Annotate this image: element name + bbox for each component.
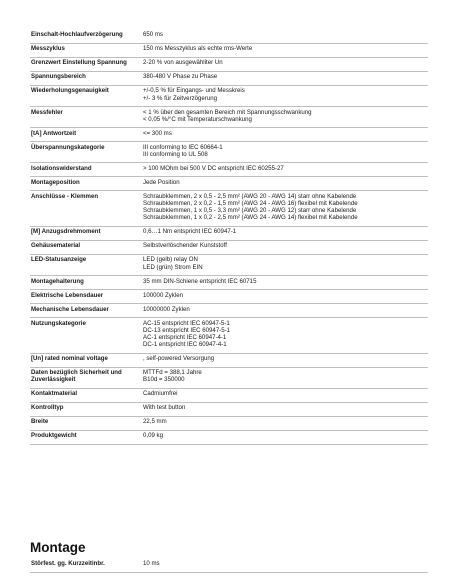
spec-key: Anschlüsse - Klemmen (31, 192, 99, 200)
spec-value: 35 mm DIN-Schiene entspricht IEC 60715 (143, 277, 257, 285)
spec-row (30, 227, 428, 241)
spec-value: < 1 % über den gesamten Bereich mit Spannungsschwankung < 0,05 %/°C mit Temperaturschwankung (143, 108, 312, 123)
spec-row (30, 163, 428, 177)
spec-row (30, 368, 428, 389)
spec-value: Schraubklemmen, 2 x 0,5 - 2,5 mm² (AWG 20 - AWG 14) starr ohne Kabelende Schraubklemmen, 2 x 0,2 - 1,5 mm² (AWG 24 - AWG 16) flexibel mit Kabelende Schraubklemmen, 1 x 0,5 - 3,3 mm² (AWG 20 - AWG 12) starr ohne Kabelende Schraubklemmen, 1 x 0,2 - 2,5 mm² (AWG 24 - AWG 14) flexibel mit Kabelende (143, 192, 358, 222)
spec-row (30, 142, 428, 163)
spec-value: 0,6…1 Nm entspricht IEC 60947-1 (143, 228, 237, 236)
spec-value: III conforming to IEC 60664-1 III conforming to UL 508 (143, 143, 223, 158)
spec-key: Spannungsbereich (31, 73, 86, 81)
spec-row (30, 276, 428, 290)
spec-value: LED (gelb) relay ON LED (grün) Strom EIN (143, 256, 203, 271)
spec-value: , self-powered Versorgung (143, 355, 215, 363)
spec-key: Montageposition (31, 178, 80, 186)
spec-row (30, 318, 428, 354)
spec-key: LED-Statusanzeige (31, 256, 87, 264)
spec-key: Grenzwert Einstellung Spannung (31, 59, 127, 67)
spec-value: MTTFd = 388,1 Jahre B10d = 350000 (143, 369, 202, 384)
spec-value: Jede Position (143, 178, 180, 186)
spec-key: Mechanische Lebensdauer (31, 305, 109, 313)
section-title: Montage (30, 540, 86, 555)
spec-row (30, 290, 428, 304)
spec-row (30, 30, 428, 44)
spec-key: Nutzungskategorie (31, 319, 86, 327)
spec-value: 10000000 Zyklen (143, 305, 190, 313)
spec-row (30, 559, 428, 573)
spec-key: Störfest. gg. Kurzzeitinbr. (31, 560, 105, 568)
spec-row (30, 431, 428, 445)
spec-value: Cadmiumfrei (143, 390, 178, 398)
spec-key: Kontrolltyp (31, 404, 64, 412)
spec-key: Isolationswiderstand (31, 164, 92, 172)
spec-key: Montagehalterung (31, 277, 84, 285)
section-table (30, 559, 428, 573)
spec-value: 0,09 kg (143, 432, 163, 440)
spec-row (30, 255, 428, 276)
spec-value: AC-15 entspricht IEC 60947-5-1 DC-13 entspricht IEC 60947-5-1 AC-1 entspricht IEC 60947-4-1 DC-1 entspricht IEC 60947-4-1 (143, 319, 231, 349)
spec-value: +/-0,5 % für Eingangs- und Messkreis +/- 3 % für Zeitverzögerung (143, 87, 245, 102)
spec-key: Einschalt-Hochlaufverzögerung (31, 31, 123, 39)
spec-value: <= 300 ms (143, 129, 172, 137)
spec-row (30, 128, 428, 142)
spec-key: Messfehler (31, 108, 63, 116)
spec-value: With test button (143, 404, 186, 412)
spec-row (30, 177, 428, 191)
spec-value: Selbstverlöschender Kunststoff (143, 242, 227, 250)
spec-row (30, 72, 428, 86)
spec-key: Breite (31, 418, 49, 426)
spec-key: [M] Anzugsdrehmoment (31, 228, 101, 236)
spec-key: Gehäusematerial (31, 242, 81, 250)
spec-row (30, 403, 428, 417)
spec-row (30, 304, 428, 318)
spec-key: Kontaktmaterial (31, 390, 78, 398)
spec-row (30, 44, 428, 58)
spec-value: 150 ms Messzyklus als echte rms-Werte (143, 45, 253, 53)
spec-row (30, 86, 428, 107)
spec-key: Überspannungskategorie (31, 143, 105, 151)
spec-value: 10 ms (143, 560, 160, 568)
spec-value: 650 ms (143, 31, 163, 39)
spec-key: Daten bezüglich Sicherheit und Zuverlässigkeit (31, 369, 122, 384)
spec-row (30, 354, 428, 368)
spec-value: 100000 Zyklen (143, 291, 183, 299)
spec-row (30, 389, 428, 403)
spec-row (30, 241, 428, 255)
spec-value: 22,5 mm (143, 418, 167, 426)
spec-table (30, 30, 428, 445)
spec-value: 380-480 V Phase zu Phase (143, 73, 218, 81)
spec-row (30, 107, 428, 128)
spec-row (30, 58, 428, 72)
spec-key: [Un] rated nominal voltage (31, 355, 108, 363)
spec-key: Messzyklus (31, 45, 65, 53)
spec-key: [tA] Antwortzeit (31, 129, 77, 137)
spec-key: Elektrische Lebensdauer (31, 291, 104, 299)
spec-row (30, 417, 428, 431)
spec-value: 2-20 % von ausgewähliter Un (143, 59, 223, 67)
spec-row (30, 191, 428, 227)
spec-value: > 100 MOhm bei 500 V DC entspricht IEC 60255-27 (143, 164, 284, 172)
spec-key: Wiederholungsgenauigkeit (31, 87, 109, 95)
spec-key: Produktgewicht (31, 432, 77, 440)
